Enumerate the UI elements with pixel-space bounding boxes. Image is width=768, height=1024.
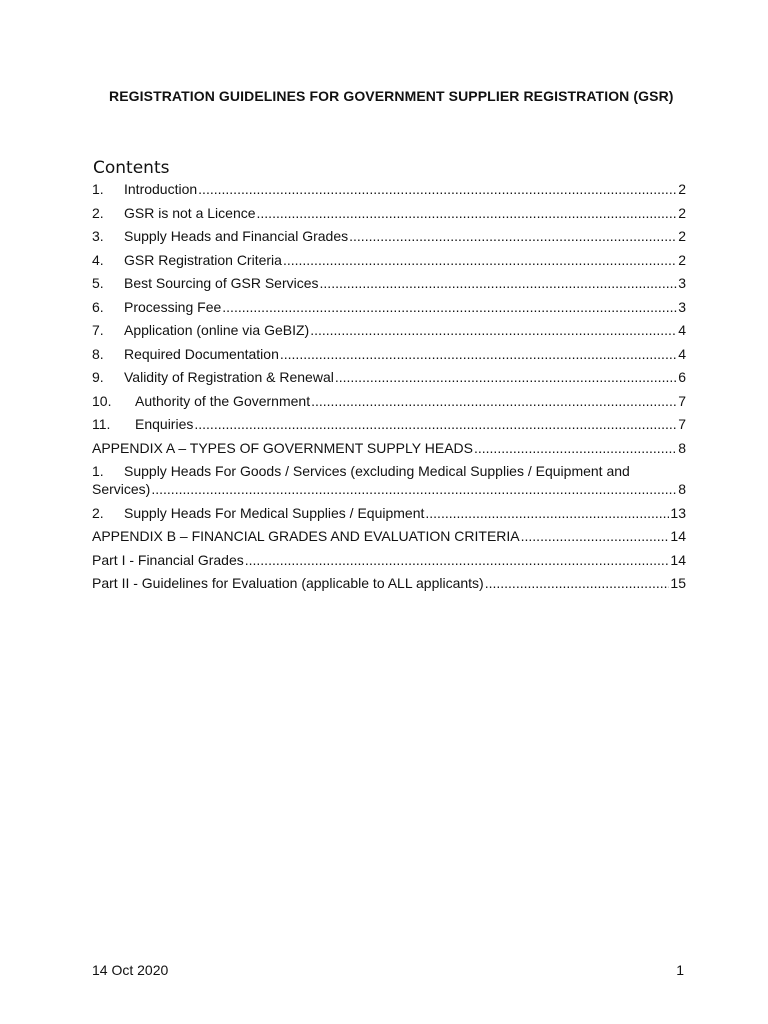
toc-entry-number: 9. [92,369,104,385]
toc-entry-title: Application (online via GeBIZ) [124,322,310,338]
toc-entry-title: Supply Heads and Financial Grades [124,228,349,244]
toc-entry-number: 4. [92,251,104,268]
toc-entry-title: Part I - Financial Grades [92,551,244,568]
toc-entry-title: APPENDIX B – FINANCIAL GRADES AND EVALUATION CRITERIA [92,528,520,544]
toc-entry-title: Enquiries [135,416,194,432]
toc-entry[interactable] [92,392,686,410]
toc-entry-number: 3. [92,228,104,244]
toc-entry-number: 2. [92,204,104,221]
toc-entry[interactable] [92,345,686,363]
dot-leader [257,204,678,222]
toc-entry-number: 7. [92,322,104,338]
dot-leader [349,227,677,245]
toc-entry-number: 2. [92,504,104,521]
toc-entry-page: 7 [678,392,686,409]
toc-entry-page: 15 [670,575,686,591]
toc-entry-page: 13 [670,504,686,521]
toc-entry-number: 6. [92,298,104,315]
toc-entry-title: Supply Heads For Medical Supplies / Equipment [124,504,425,521]
dot-leader [194,415,677,433]
dot-leader [320,274,678,292]
toc-entry-page: 4 [678,322,686,338]
dot-leader [198,180,677,198]
toc-entry-page: 2 [678,251,686,268]
dot-leader [425,504,669,522]
toc-entry-title: Best Sourcing of GSR Services [124,275,319,291]
toc-entry[interactable] [92,415,686,433]
toc-entry[interactable] [92,274,686,292]
contents-heading: Contents [93,158,170,178]
toc-entry-title: Supply Heads For Goods / Services (excluding Medical Supplies / Equipment and [124,463,630,479]
toc-entry-page: 6 [678,369,686,385]
toc-entry-appendix-a[interactable] [92,439,686,457]
dot-leader [521,527,670,545]
document-title: REGISTRATION GUIDELINES FOR GOVERNMENT SUPPLIER REGISTRATION (GSR) [109,88,674,104]
toc-entry-page: 2 [678,228,686,244]
toc-entry-number: 1. [92,181,104,197]
dot-leader [311,392,677,410]
toc-entry-title: Introduction [124,181,198,197]
toc-entry[interactable] [92,321,686,339]
dot-leader [280,345,677,363]
toc-entry[interactable] [92,551,686,569]
toc-entry-title: Required Documentation [124,345,279,362]
footer-page-number: 1 [676,962,684,978]
toc-entry[interactable] [92,251,686,269]
toc-entry-page: 8 [678,439,686,456]
toc-entry-page: 4 [678,345,686,362]
dot-leader [283,251,677,269]
toc-entry-appendix-b[interactable] [92,527,686,545]
toc-entry[interactable] [92,298,686,316]
toc-entry-number: 5. [92,275,104,291]
toc-entry-title: Validity of Registration & Renewal [124,369,334,385]
toc-entry-title: GSR Registration Criteria [124,251,282,268]
dot-leader [335,368,677,386]
footer-date: 14 Oct 2020 [92,962,169,978]
toc-entry-page: 3 [678,298,686,315]
toc-entry-page: 7 [678,416,686,432]
table-of-contents [92,180,686,598]
toc-entry-page: 14 [670,528,686,544]
dot-leader [245,551,670,569]
toc-entry-title: GSR is not a Licence [124,204,256,221]
toc-entry[interactable] [92,462,686,498]
toc-entry-number: 11. [92,416,111,432]
dot-leader [151,480,677,498]
dot-leader [485,574,670,592]
toc-entry-title: APPENDIX A – TYPES OF GOVERNMENT SUPPLY HEADS [92,439,473,456]
toc-entry[interactable] [92,227,686,245]
toc-entry-number: 1. [92,463,104,479]
toc-entry[interactable] [92,368,686,386]
toc-entry-page: 14 [670,551,686,568]
toc-entry[interactable] [92,504,686,522]
toc-entry[interactable] [92,574,686,592]
toc-entry-page: 8 [678,481,686,497]
dot-leader [222,298,677,316]
toc-entry-number: 8. [92,345,104,362]
toc-entry-page: 3 [678,275,686,291]
toc-entry-title: Authority of the Government [135,392,311,409]
toc-entry-title-continued: Services) [92,481,151,497]
toc-entry-number: 10. [92,392,112,409]
toc-entry[interactable] [92,204,686,222]
toc-entry-title: Processing Fee [124,298,222,315]
toc-entry[interactable] [92,180,686,198]
dot-leader [310,321,677,339]
dot-leader [474,439,677,457]
toc-entry-page: 2 [678,204,686,221]
toc-entry-title: Part II - Guidelines for Evaluation (applicable to ALL applicants) [92,575,484,591]
toc-entry-page: 2 [678,181,686,197]
